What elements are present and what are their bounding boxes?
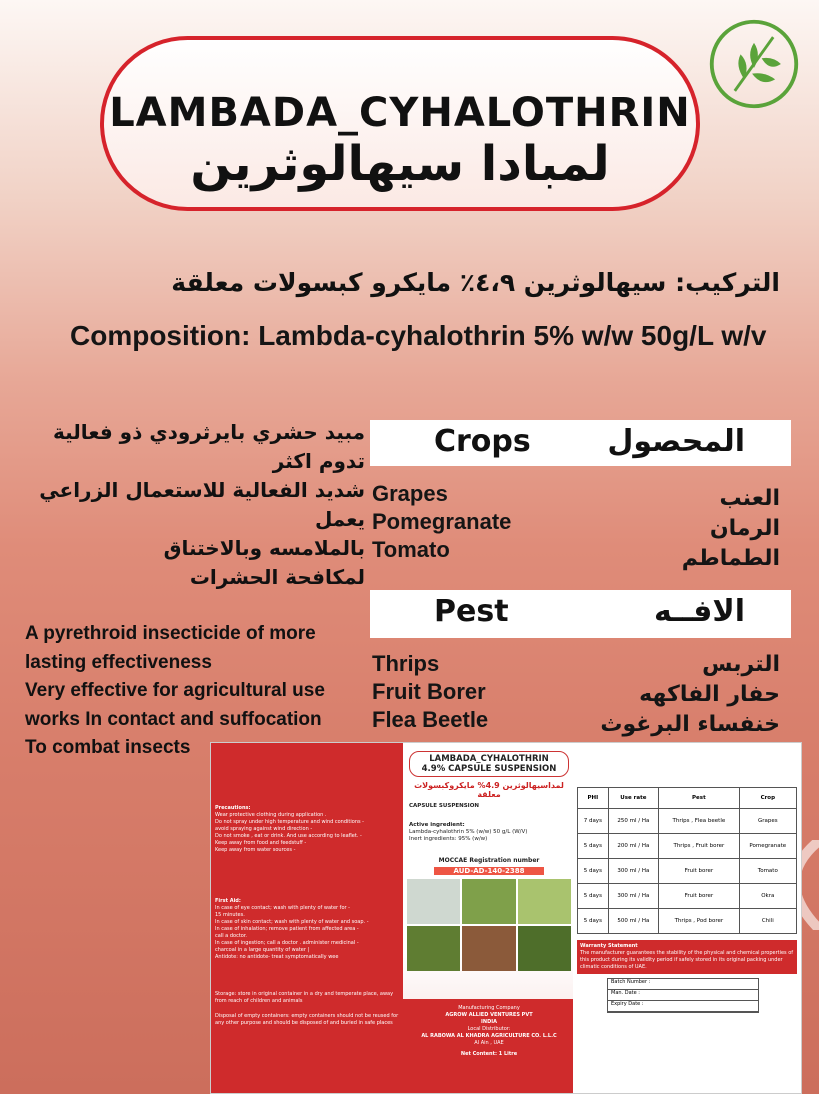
label-photos [407, 879, 571, 971]
description-ar-line: مبيد حشري بايرثرودي ذو فعالية تدوم اكثر [53, 420, 365, 473]
label-text: charcoal in a large quantity of water | [215, 947, 310, 953]
label-suspension: CAPSULE SUSPENSION [409, 803, 479, 809]
pest-item: Flea Beetle [372, 707, 489, 732]
label-warranty-text: The manufacturer guarantees the stability of the physical and chemical properties of this product during its validity period if safely stored in its original packing under climatic conditions of UAE. [580, 950, 794, 970]
table-row [578, 809, 797, 834]
table-row [578, 909, 797, 934]
label-text: In case of eye contact; wash with plenty of water for - [215, 905, 350, 911]
pest-item: Fruit Borer [372, 679, 486, 704]
leaf-logo-icon [706, 16, 802, 112]
table-cell: Chili [739, 909, 796, 934]
crops-list-ar [370, 484, 780, 574]
table-cell: 200 ml / Ha [608, 834, 659, 859]
table-header: Use rate [608, 788, 659, 809]
label-text: Keep away from water sources - [215, 847, 296, 853]
table-header: Crop [739, 788, 796, 809]
table-cell: 5 days [578, 859, 609, 884]
crop-item-ar: الرمان [709, 516, 780, 541]
label-inert: Inert ingredients: 95% (w/w) [409, 836, 488, 842]
description-en-line: Very effective for agricultural use [25, 680, 325, 701]
label-batch-row: Expiry Date : [608, 1001, 758, 1012]
table-row [578, 859, 797, 884]
label-title-box [409, 751, 569, 777]
crops-header [370, 420, 791, 466]
description-en-line: To combat insects [25, 737, 191, 758]
table-cell: Fruit borer [659, 884, 739, 909]
label-warranty [577, 940, 797, 974]
pest-item-ar: خنفساء البرغوث [600, 712, 780, 737]
label-usage-table [577, 787, 797, 934]
product-title-en: LAMBADA_CYHALOTHRIN [109, 90, 691, 136]
label-disposal: Disposal of empty containers: empty containers should not be reused for any other purpose and should be disposed of and buried in safe places [215, 1013, 399, 1026]
pest-list-ar [370, 650, 780, 740]
description-en-line: A pyrethroid insecticide of more [25, 623, 316, 644]
label-text: Antidote: no antidote- treat symptomatically wee [215, 954, 339, 960]
product-title-box [100, 36, 700, 211]
label-first-aid-title: First Aid: [215, 898, 241, 904]
label-precautions-title: Precautions: [215, 805, 251, 811]
label-text: Wear protective clothing during application . [215, 812, 327, 818]
table-cell: 5 days [578, 884, 609, 909]
pest-header-ar: الافــه [654, 594, 745, 629]
description-ar-line: بالملامسه وبالاختناق [163, 536, 365, 560]
label-active-value: Lambda-cyhalothrin 5% (w/w) 50 g/L (W/V) [409, 829, 528, 835]
crop-item: Pomegranate [372, 509, 512, 534]
label-net-content: Net Content: 1 Litre [460, 1051, 518, 1057]
label-footer [403, 999, 575, 1093]
insect-photo [407, 926, 460, 971]
crops-header-ar: المحصول [607, 424, 745, 459]
table-cell: 5 days [578, 909, 609, 934]
label-batch-row: Man. Date : [608, 990, 758, 1001]
table-cell: Okra [739, 884, 796, 909]
table-header: Pest [659, 788, 739, 809]
table-header: PHI [578, 788, 609, 809]
description-en-line: works In contact and suffocation [25, 708, 322, 730]
label-center-panel [403, 743, 575, 1093]
description-ar-line: لمكافحة الحشرات [189, 565, 365, 589]
label-right-panel [573, 743, 801, 1093]
description-en-line: lasting effectiveness [25, 651, 212, 673]
label-left-panel [211, 743, 403, 1093]
label-text: 15 minutes. [215, 912, 245, 918]
table-cell: 300 ml / Ha [608, 884, 659, 909]
label-text: avoid spraying against wind direction - [215, 826, 313, 832]
table-cell: 500 ml / Ha [608, 909, 659, 934]
label-text: Do not spray under high temperature and wind conditions - [215, 819, 364, 825]
table-cell: 250 ml / Ha [608, 809, 659, 834]
crop-item: Grapes [372, 481, 448, 506]
crop-item-ar: الطماطم [681, 546, 780, 571]
crops-header-en: Crops [434, 424, 531, 459]
table-cell: Fruit borer [659, 859, 739, 884]
table-cell: Grapes [739, 809, 796, 834]
product-label [210, 742, 802, 1094]
table-cell: Thrips , Fruit borer [659, 834, 739, 859]
insect-photo [462, 879, 515, 924]
table-cell: 5 days [578, 834, 609, 859]
label-registration-number: AUD-AD-140-2388 [434, 867, 544, 875]
table-row [578, 834, 797, 859]
insect-photo [462, 926, 515, 971]
description-ar-line: شديد الفعالية للاستعمال الزراعي يعمل [39, 478, 365, 531]
label-title-1: LAMBADA_CYHALOTHRIN [429, 754, 549, 764]
label-text: Keep away from food and feedstuff - [215, 840, 307, 846]
crop-item-ar: العنب [719, 486, 780, 511]
label-text: In case of skin contact; wash with plenty of water and soap. - [215, 919, 369, 925]
label-storage: Storage: store in original container in a dry and temperate place, away from reach of children and animals [215, 991, 394, 1004]
insect-photo [518, 879, 571, 924]
label-moccae: MOCCAE Registration number [438, 857, 540, 864]
label-city: Al Ain , UAE [474, 1040, 504, 1046]
pest-item-ar: حفار الفاكهه [639, 682, 780, 707]
label-batch-box [607, 978, 759, 1013]
pest-header-en: Pest [434, 594, 509, 629]
label-distributor-title: Local Distributor: [467, 1026, 511, 1032]
label-active-title: Active ingredient: [409, 822, 465, 828]
label-text: In case of inhalation; remove patient from affected area - [215, 926, 359, 932]
table-row [578, 884, 797, 909]
label-text: In case of ingestion; call a doctor . administer medicinal - [215, 940, 359, 946]
label-text: call a doctor. [215, 933, 248, 939]
composition-ar: التركيب: سيهالوثرين ٤،٩٪ مايكرو كبسولات معلقة [171, 268, 780, 297]
table-cell: Pomegranate [739, 834, 796, 859]
table-cell: Thrips , Flea beetle [659, 809, 739, 834]
pest-item: Thrips [372, 651, 440, 676]
label-warranty-title: Warranty Statement [580, 943, 638, 949]
table-cell: Thrips , Pod borer [659, 909, 739, 934]
label-batch-row: Batch Number : [608, 979, 758, 990]
label-title-2: 4.9% CAPSULE SUSPENSION [421, 764, 557, 774]
label-country: INDIA [481, 1019, 497, 1025]
table-cell: Tomato [739, 859, 796, 884]
table-cell: 300 ml / Ha [608, 859, 659, 884]
table-cell: 7 days [578, 809, 609, 834]
crop-item: Tomato [372, 537, 450, 562]
label-distributor: AL RABOWA AL KHADRA AGRICULTURE CO. L.L.C [421, 1033, 557, 1039]
label-title-ar: لمداسيهالوثرين 4.9% مايكروكبسولات معلقة [414, 781, 564, 799]
product-title-ar: لمبادا سيهالوثرين [190, 136, 610, 192]
pest-item-ar: التربس [702, 652, 780, 677]
insect-photo [407, 879, 460, 924]
label-text: Do not smoke , eat or drink. And use according to leaflet. - [215, 833, 362, 839]
insect-photo [518, 926, 571, 971]
pest-header [370, 590, 791, 638]
label-manufacturer: AGROW ALLIED VENTURES PVT [445, 1012, 533, 1018]
composition-en: Composition: Lambda-cyhalothrin 5% w/w 50g/L w/v [70, 320, 767, 351]
description-ar [20, 418, 365, 592]
label-manufacturing-title: Manufacturing Company [458, 1005, 520, 1011]
